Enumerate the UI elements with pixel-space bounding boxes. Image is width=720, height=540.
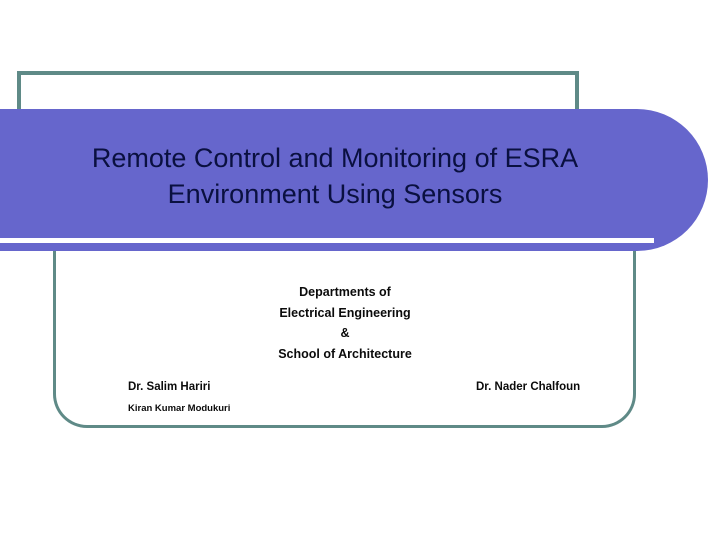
departments-line-3: &	[340, 326, 350, 340]
departments-line-1: Departments of	[299, 285, 391, 299]
author-right: Dr. Nader Chalfoun	[476, 381, 581, 393]
title-underline	[0, 238, 654, 243]
title-line-1: Remote Control and Monitoring of ESRA	[91, 143, 579, 173]
author-assistant: Kiran Kumar Modukuri	[128, 403, 231, 414]
departments-line-4: School of Architecture	[278, 346, 412, 361]
departments-block	[220, 282, 470, 364]
title-line-2: Environment Using Sensors	[167, 179, 503, 209]
departments-line-2: Electrical Engineering	[279, 305, 411, 320]
slide-title	[40, 140, 630, 212]
author-left: Dr. Salim Hariri	[128, 381, 211, 393]
